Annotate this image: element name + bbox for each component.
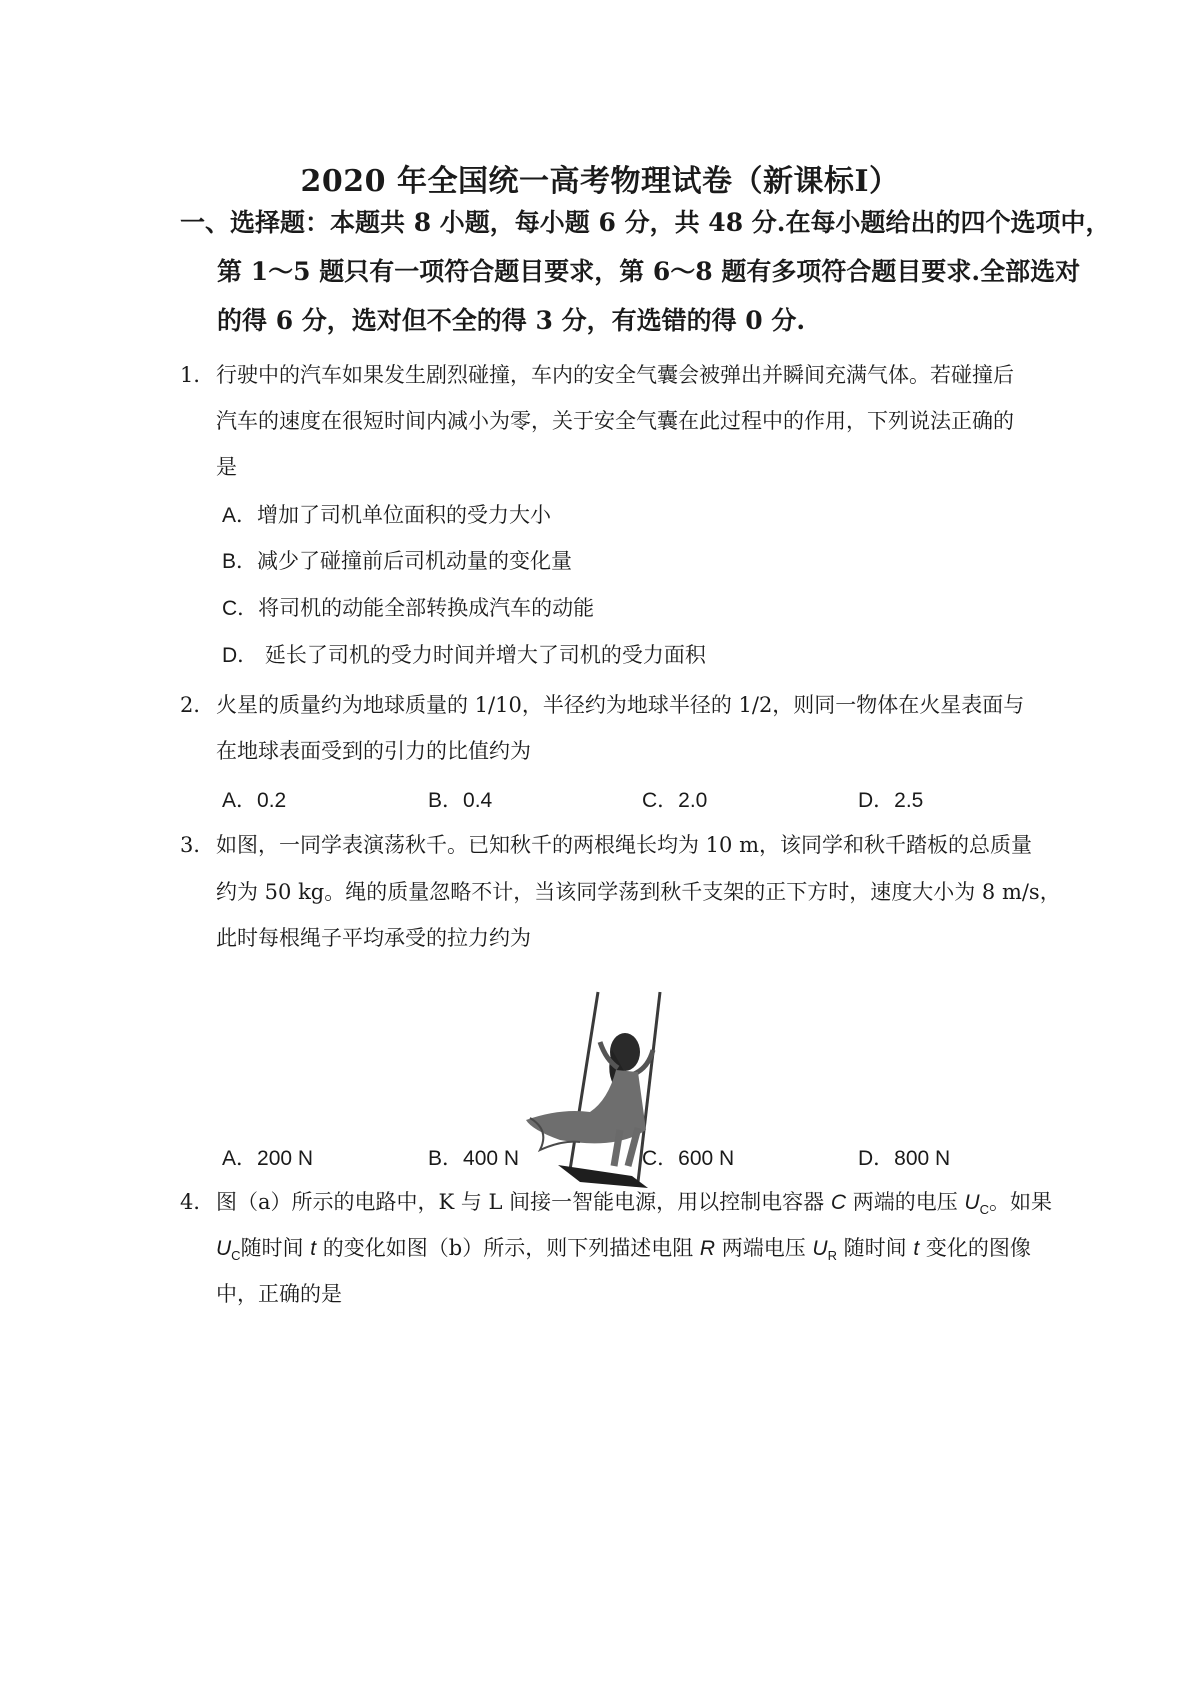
option-label: C．: [222, 597, 259, 620]
option-c[interactable]: [642, 1143, 734, 1174]
text-span: 的变化如图（b）所示，则下列描述电阻: [316, 1236, 700, 1260]
question-number: 4．: [180, 1190, 215, 1214]
option-text: 0.2: [257, 789, 287, 812]
section-line-3: 的得 6 分，选对但不全的得 3 分，有选错的得 0 分.: [217, 306, 806, 335]
option-a[interactable]: [222, 1143, 313, 1174]
text-span: 变化的图像: [919, 1236, 1031, 1260]
question-text-line: 约为 50 kg。绳的质量忽略不计，当该同学荡到秋千支架的正下方时，速度大小为 8 m/s，: [216, 880, 1061, 904]
var-t: t: [310, 1237, 317, 1260]
option-d[interactable]: [858, 1143, 950, 1174]
question-text-line: 如图，一同学表演荡秋千。已知秋千的两根绳长均为 10 m，该同学和秋千踏板的总质量: [216, 833, 1032, 857]
option-label: A．: [222, 1147, 258, 1170]
option-label: B．: [428, 1147, 464, 1170]
subscript-r: R: [827, 1248, 837, 1264]
option-text: 2.0: [678, 789, 708, 812]
var-r: R: [699, 1237, 716, 1260]
option-d[interactable]: [222, 640, 706, 671]
option-a[interactable]: [222, 785, 286, 816]
question-text-line: 中，正确的是: [216, 1282, 342, 1306]
option-label: B．: [428, 789, 464, 812]
question-text-line: [216, 1233, 1031, 1271]
option-b[interactable]: [222, 546, 572, 577]
option-text: 800 N: [894, 1147, 951, 1170]
option-text: 0.4: [463, 789, 493, 812]
question-text-line: 汽车的速度在很短时间内减小为零，关于安全气囊在此过程中的作用，下列说法正确的: [216, 409, 1014, 433]
text-span: 。如果: [988, 1190, 1052, 1214]
option-label: A．: [222, 504, 258, 527]
var-c: C: [830, 1191, 847, 1214]
option-text: 2.5: [894, 789, 924, 812]
option-label: D．: [222, 644, 259, 667]
question-text-line: 在地球表面受到的引力的比值约为: [216, 739, 531, 763]
question-text-line: 火星的质量约为地球质量的 1/10，半径约为地球半径的 1/2，则同一物体在火星表面与: [216, 693, 1025, 717]
text-span: 随时间: [836, 1236, 914, 1260]
question-text-line: 行驶中的汽车如果发生剧烈碰撞，车内的安全气囊会被弹出并瞬间充满气体。若碰撞后: [216, 363, 1014, 387]
var-u: U: [812, 1237, 828, 1260]
var-t: t: [913, 1237, 920, 1260]
option-label: D．: [858, 1147, 895, 1170]
option-b[interactable]: [428, 785, 492, 816]
var-u: U: [964, 1191, 980, 1214]
swing-board: [558, 1165, 648, 1188]
option-c[interactable]: [642, 785, 707, 816]
question-number: 2．: [180, 693, 215, 717]
text-span: 随时间: [240, 1236, 311, 1260]
option-text: 减少了碰撞前后司机动量的变化量: [257, 549, 573, 573]
section-line-1: 一、选择题：本题共 8 小题，每小题 6 分，共 48 分.在每小题给出的四个选项中，: [180, 208, 1111, 237]
option-b[interactable]: [428, 1143, 519, 1174]
option-label: C．: [642, 1147, 679, 1170]
option-text: 400 N: [463, 1147, 520, 1170]
text-span: 两端的电压: [846, 1190, 965, 1214]
subscript-c: C: [231, 1248, 241, 1264]
section-line-2: 第 1～5 题只有一项符合题目要求，第 6～8 题有多项符合题目要求.全部选对: [217, 257, 1081, 286]
question-text-line: 是: [216, 455, 237, 479]
option-label: A．: [222, 789, 258, 812]
option-label: C．: [642, 789, 679, 812]
text-span: 两端电压: [715, 1236, 813, 1260]
subscript-c: C: [979, 1202, 989, 1218]
question-number: 3．: [180, 833, 215, 857]
var-u: U: [216, 1237, 232, 1260]
option-text: 200 N: [257, 1147, 314, 1170]
option-text: 增加了司机单位面积的受力大小: [257, 503, 552, 527]
option-label: B．: [222, 550, 258, 573]
question-text-line: [216, 1187, 1052, 1225]
question-number: 1．: [180, 363, 215, 387]
girl-dress: [526, 1070, 646, 1143]
text-span: 图（a）所示的电路中，K 与 L 间接一智能电源，用以控制电容器: [216, 1190, 831, 1214]
option-d[interactable]: [858, 785, 923, 816]
question-text-line: 此时每根绳子平均承受的拉力约为: [216, 926, 531, 950]
option-c[interactable]: [222, 593, 594, 624]
option-label: D．: [858, 789, 895, 812]
page-title: 2020 年全国统一高考物理试卷（新课标Ⅰ）: [300, 164, 900, 199]
option-text: 延长了司机的受力时间并增大了司机的受力面积: [258, 643, 706, 667]
option-text: 600 N: [678, 1147, 735, 1170]
option-text: 将司机的动能全部转换成汽车的动能: [258, 596, 595, 620]
option-a[interactable]: [222, 500, 551, 531]
